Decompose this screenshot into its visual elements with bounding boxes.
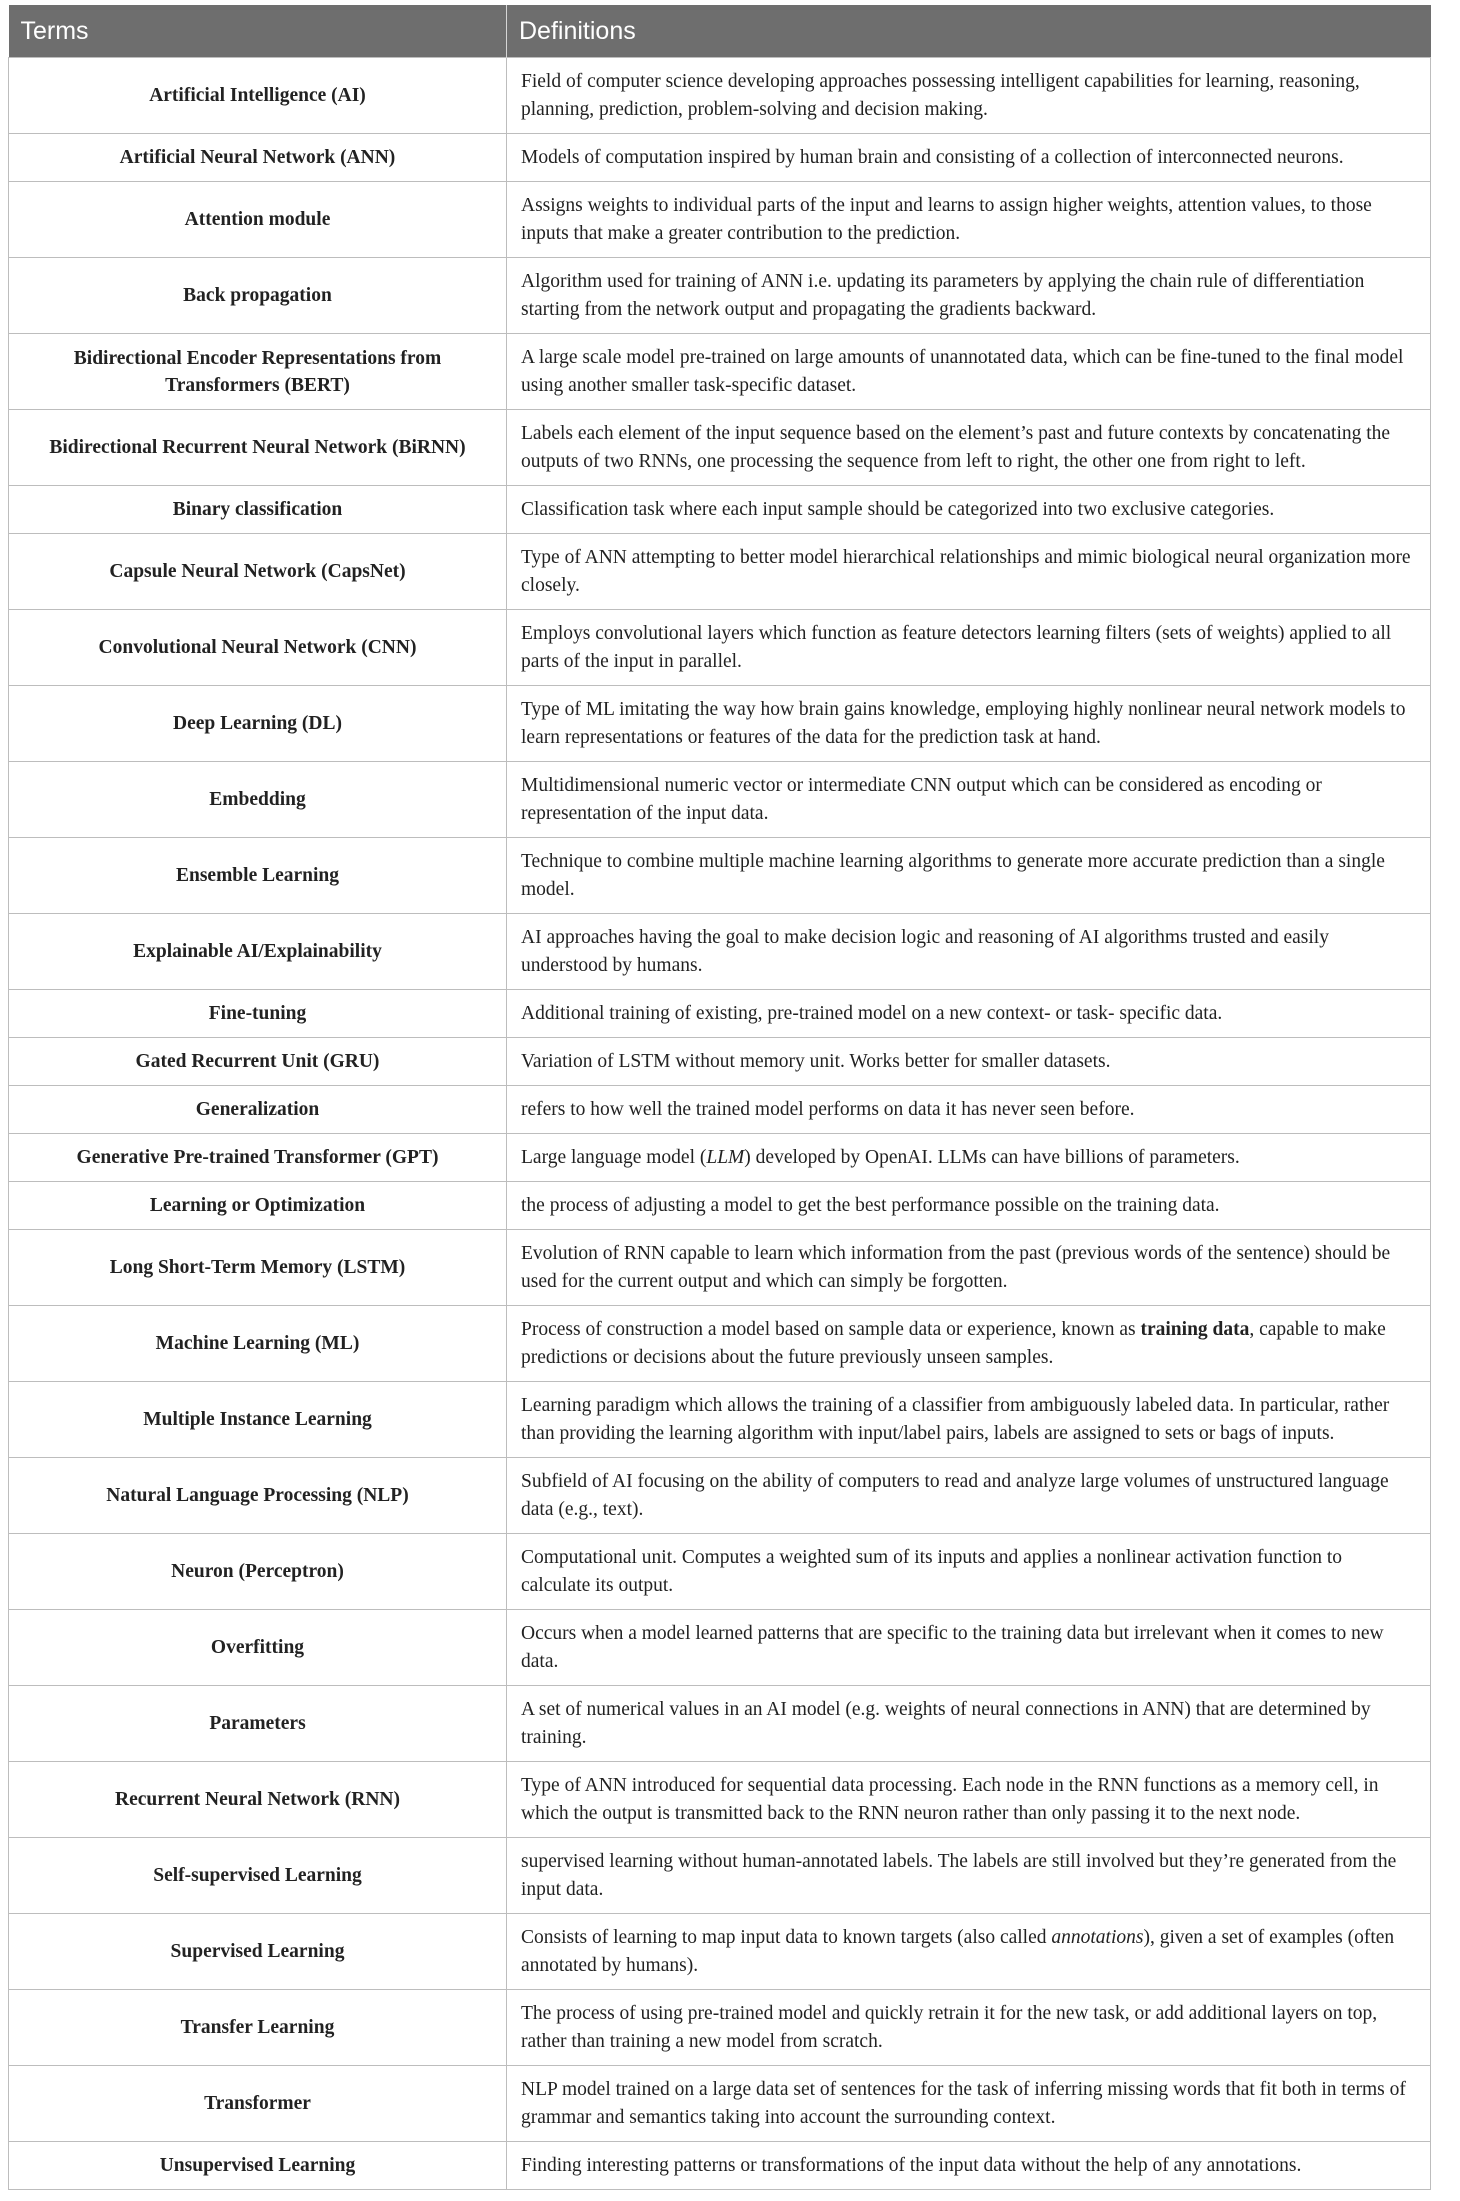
definition-cell: The process of using pre-trained model and quickly retrain it for the new task, or add additional layers on top, rather than training a new model from scratch. <box>507 1990 1431 2066</box>
definition-cell: A large scale model pre-trained on large amounts of unannotated data, which can be fine-tuned to the final model using another smaller task-specific dataset. <box>507 334 1431 410</box>
table-row <box>9 1038 1431 1086</box>
table-row <box>9 1534 1431 1610</box>
column-header-definitions: Definitions <box>507 5 1431 58</box>
table-row <box>9 1762 1431 1838</box>
table-row <box>9 2066 1431 2142</box>
term-cell: Multiple Instance Learning <box>9 1382 507 1458</box>
table-row <box>9 182 1431 258</box>
definition-italic-text: annotations <box>1051 1926 1144 1948</box>
table-row <box>9 134 1431 182</box>
term-cell: Attention module <box>9 182 507 258</box>
term-cell: Bidirectional Encoder Representations from Transformers (BERT) <box>9 334 507 410</box>
definition-cell <box>507 1914 1431 1990</box>
term-cell: Neuron (Perceptron) <box>9 1534 507 1610</box>
definition-cell: Variation of LSTM without memory unit. Works better for smaller datasets. <box>507 1038 1431 1086</box>
definition-cell: Computational unit. Computes a weighted sum of its inputs and applies a nonlinear activation function to calculate its output. <box>507 1534 1431 1610</box>
definition-cell: Labels each element of the input sequence based on the element’s past and future contexts by concatenating the outputs of two RNNs, one processing the sequence from left to right, the other one from right to left. <box>507 410 1431 486</box>
table-row <box>9 1306 1431 1382</box>
definition-cell: Type of ANN attempting to better model hierarchical relationships and mimic biological neural organization more closely. <box>507 534 1431 610</box>
table-row <box>9 762 1431 838</box>
definition-cell: Algorithm used for training of ANN i.e. updating its parameters by applying the chain rule of differentiation starting from the network output and propagating the gradients backward. <box>507 258 1431 334</box>
term-cell: Supervised Learning <box>9 1914 507 1990</box>
term-cell: Unsupervised Learning <box>9 2142 507 2190</box>
term-cell: Convolutional Neural Network (CNN) <box>9 610 507 686</box>
term-cell: Parameters <box>9 1686 507 1762</box>
definition-text: Large language model ( <box>521 1146 707 1168</box>
definition-cell: Type of ML imitating the way how brain gains knowledge, employing highly nonlinear neural network models to learn representations or features of the data for the prediction task at hand. <box>507 686 1431 762</box>
definition-cell: Assigns weights to individual parts of the input and learns to assign higher weights, attention values, to those inputs that make a greater contribution to the prediction. <box>507 182 1431 258</box>
definition-cell: Multidimensional numeric vector or intermediate CNN output which can be considered as encoding or representation of the input data. <box>507 762 1431 838</box>
table-row <box>9 534 1431 610</box>
definition-text: Process of construction a model based on sample data or experience, known as <box>521 1318 1141 1340</box>
term-cell: Transfer Learning <box>9 1990 507 2066</box>
table-row <box>9 1086 1431 1134</box>
term-cell: Ensemble Learning <box>9 838 507 914</box>
definition-cell <box>507 1306 1431 1382</box>
table-row <box>9 258 1431 334</box>
term-cell: Binary classification <box>9 486 507 534</box>
term-cell: Recurrent Neural Network (RNN) <box>9 1762 507 1838</box>
term-cell: Gated Recurrent Unit (GRU) <box>9 1038 507 1086</box>
term-cell: Transformer <box>9 2066 507 2142</box>
table-row <box>9 1838 1431 1914</box>
table-row <box>9 1610 1431 1686</box>
table-row <box>9 58 1431 134</box>
table-row <box>9 686 1431 762</box>
definition-text: , capable to make predictions or decisions about the future previously unseen samples. <box>521 1318 1386 1368</box>
definition-cell <box>507 1134 1431 1182</box>
column-header-terms: Terms <box>9 5 507 58</box>
term-cell: Back propagation <box>9 258 507 334</box>
term-cell: Fine-tuning <box>9 990 507 1038</box>
definition-italic-text: LLM <box>706 1146 745 1168</box>
definition-bold-text: training data <box>1140 1318 1250 1340</box>
definition-cell: Subfield of AI focusing on the ability of computers to read and analyze large volumes of unstructured language data (e.g., text). <box>507 1458 1431 1534</box>
table-row <box>9 1182 1431 1230</box>
definition-cell: AI approaches having the goal to make decision logic and reasoning of AI algorithms trusted and easily understood by humans. <box>507 914 1431 990</box>
term-cell: Generative Pre-trained Transformer (GPT) <box>9 1134 507 1182</box>
definition-cell: Evolution of RNN capable to learn which information from the past (previous words of the sentence) should be used for the current output and which can simply be forgotten. <box>507 1230 1431 1306</box>
definition-cell: Classification task where each input sample should be categorized into two exclusive categories. <box>507 486 1431 534</box>
term-cell: Deep Learning (DL) <box>9 686 507 762</box>
term-cell: Capsule Neural Network (CapsNet) <box>9 534 507 610</box>
table-row <box>9 2142 1431 2190</box>
term-cell: Embedding <box>9 762 507 838</box>
definition-text: ), given a set of examples (often annotated by humans). <box>521 1926 1395 1976</box>
table-row <box>9 1230 1431 1306</box>
definition-cell: Occurs when a model learned patterns that are specific to the training data but irrelevant when it comes to new data. <box>507 1610 1431 1686</box>
definition-text: ) developed by OpenAI. LLMs can have billions of parameters. <box>744 1146 1240 1168</box>
term-cell: Natural Language Processing (NLP) <box>9 1458 507 1534</box>
table-row <box>9 1990 1431 2066</box>
table-row <box>9 914 1431 990</box>
definition-cell: Technique to combine multiple machine learning algorithms to generate more accurate prediction than a single model. <box>507 838 1431 914</box>
definition-cell: Finding interesting patterns or transformations of the input data without the help of any annotations. <box>507 2142 1431 2190</box>
table-row <box>9 1382 1431 1458</box>
table-header-row <box>9 5 1431 58</box>
term-cell: Explainable AI/Explainability <box>9 914 507 990</box>
table-row <box>9 990 1431 1038</box>
table-row <box>9 1134 1431 1182</box>
term-cell: Learning or Optimization <box>9 1182 507 1230</box>
definition-text: Consists of learning to map input data to known targets (also called <box>521 1926 1052 1948</box>
table-row <box>9 838 1431 914</box>
glossary-table-container <box>8 5 1430 2190</box>
definition-cell: Learning paradigm which allows the training of a classifier from ambiguously labeled data. In particular, rather than providing the learning algorithm with input/label pairs, labels are assigned to sets or bags of inputs. <box>507 1382 1431 1458</box>
table-row <box>9 486 1431 534</box>
definition-cell: A set of numerical values in an AI model (e.g. weights of neural connections in ANN) that are determined by training. <box>507 1686 1431 1762</box>
glossary-table <box>8 5 1431 2190</box>
term-cell: Bidirectional Recurrent Neural Network (BiRNN) <box>9 410 507 486</box>
table-row <box>9 334 1431 410</box>
definition-cell: supervised learning without human-annotated labels. The labels are still involved but they’re generated from the input data. <box>507 1838 1431 1914</box>
term-cell: Machine Learning (ML) <box>9 1306 507 1382</box>
term-cell: Long Short-Term Memory (LSTM) <box>9 1230 507 1306</box>
table-row <box>9 1458 1431 1534</box>
definition-cell: Type of ANN introduced for sequential data processing. Each node in the RNN functions as a memory cell, in which the output is transmitted back to the RNN neuron rather than only passing it to the next node. <box>507 1762 1431 1838</box>
definition-cell: Additional training of existing, pre-trained model on a new context- or task- specific data. <box>507 990 1431 1038</box>
definition-cell: refers to how well the trained model performs on data it has never seen before. <box>507 1086 1431 1134</box>
term-cell: Self-supervised Learning <box>9 1838 507 1914</box>
term-cell: Artificial Neural Network (ANN) <box>9 134 507 182</box>
table-row <box>9 610 1431 686</box>
table-row <box>9 1914 1431 1990</box>
term-cell: Artificial Intelligence (AI) <box>9 58 507 134</box>
table-row <box>9 1686 1431 1762</box>
definition-cell: Employs convolutional layers which function as feature detectors learning filters (sets of weights) applied to all parts of the input in parallel. <box>507 610 1431 686</box>
table-row <box>9 410 1431 486</box>
definition-cell: the process of adjusting a model to get the best performance possible on the training data. <box>507 1182 1431 1230</box>
definition-cell: Field of computer science developing approaches possessing intelligent capabilities for learning, reasoning, planning, prediction, problem-solving and decision making. <box>507 58 1431 134</box>
definition-cell: Models of computation inspired by human brain and consisting of a collection of interconnected neurons. <box>507 134 1431 182</box>
term-cell: Overfitting <box>9 1610 507 1686</box>
term-cell: Generalization <box>9 1086 507 1134</box>
definition-cell: NLP model trained on a large data set of sentences for the task of inferring missing words that fit both in terms of grammar and semantics taking into account the surrounding context. <box>507 2066 1431 2142</box>
